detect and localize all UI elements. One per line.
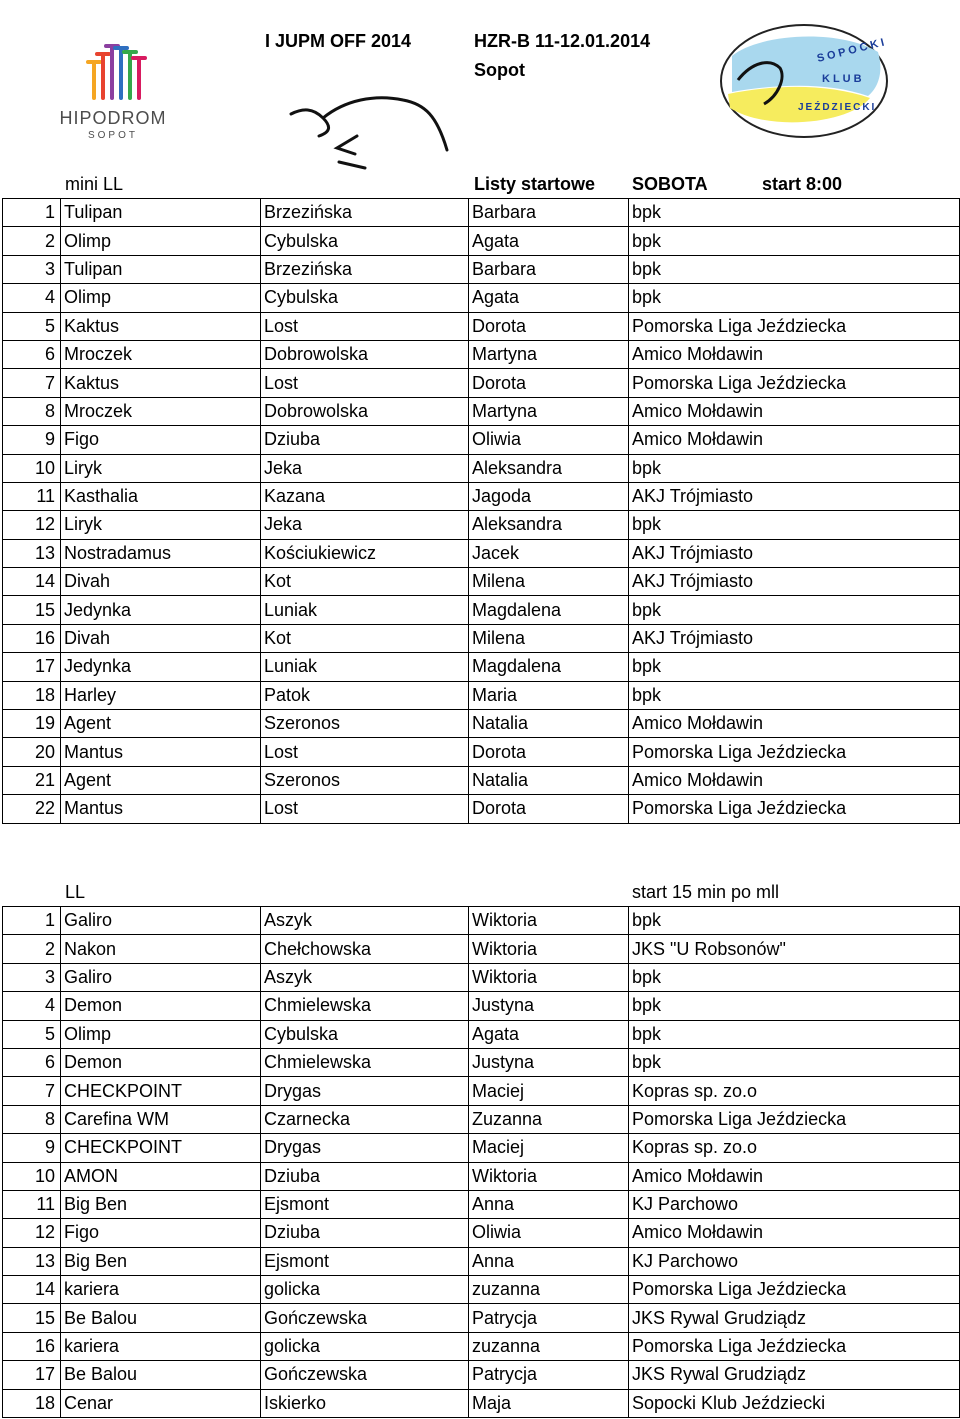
mini-ll-header-row — [0, 170, 960, 198]
start-number-cell: 5 — [3, 1020, 61, 1048]
rider-surname-cell: Patok — [261, 681, 469, 709]
rider-surname-cell: Cybulska — [261, 227, 469, 255]
horse-name-cell: CHECKPOINT — [61, 1134, 261, 1162]
horse-name-cell: Mantus — [61, 795, 261, 823]
start-number-cell: 15 — [3, 596, 61, 624]
start-number-cell: 2 — [3, 227, 61, 255]
horse-name-cell: Divah — [61, 568, 261, 596]
rider-first-name-cell: Jagoda — [469, 482, 629, 510]
rider-surname-cell: Chełchowska — [261, 935, 469, 963]
rider-surname-cell: Drygas — [261, 1077, 469, 1105]
rider-first-name-cell: Wiktoria — [469, 907, 629, 935]
rider-first-name-cell: Milena — [469, 624, 629, 652]
start-number-cell: 14 — [3, 568, 61, 596]
rider-first-name-cell: Maja — [469, 1389, 629, 1417]
club-cell: bpk — [629, 227, 960, 255]
horse-name-cell: Demon — [61, 1048, 261, 1076]
rider-first-name-cell: Maciej — [469, 1077, 629, 1105]
club-cell: bpk — [629, 511, 960, 539]
table-row — [3, 1304, 960, 1332]
start-number-cell: 17 — [3, 1361, 61, 1389]
rider-surname-cell: Kazana — [261, 482, 469, 510]
rider-first-name-cell: Barbara — [469, 199, 629, 227]
table-row — [3, 397, 960, 425]
table-row — [3, 1190, 960, 1218]
rider-surname-cell: Aszyk — [261, 907, 469, 935]
rider-first-name-cell: Wiktoria — [469, 935, 629, 963]
ll-class-label: LL — [65, 882, 86, 902]
horse-name-cell: Jedynka — [61, 596, 261, 624]
horse-name-cell: kariera — [61, 1332, 261, 1360]
rider-first-name-cell: Wiktoria — [469, 1162, 629, 1190]
horse-name-cell: Galiro — [61, 907, 261, 935]
horse-name-cell: Mroczek — [61, 397, 261, 425]
table-row — [3, 681, 960, 709]
rider-first-name-cell: Milena — [469, 568, 629, 596]
club-cell: bpk — [629, 653, 960, 681]
club-cell: Pomorska Liga Jeździecka — [629, 312, 960, 340]
rider-first-name-cell: Natalia — [469, 710, 629, 738]
table-row — [3, 255, 960, 283]
table-row — [3, 766, 960, 794]
horse-name-cell: Tulipan — [61, 255, 261, 283]
table-row — [3, 1048, 960, 1076]
horse-name-cell: Kaktus — [61, 312, 261, 340]
table-row — [3, 1332, 960, 1360]
club-cell: Pomorska Liga Jeździecka — [629, 1105, 960, 1133]
club-cell: bpk — [629, 1048, 960, 1076]
table-row — [3, 426, 960, 454]
horse-name-cell: Galiro — [61, 963, 261, 991]
horse-name-cell: CHECKPOINT — [61, 1077, 261, 1105]
table-row — [3, 935, 960, 963]
rider-first-name-cell: zuzanna — [469, 1276, 629, 1304]
club-cell: AKJ Trójmiasto — [629, 568, 960, 596]
start-number-cell: 9 — [3, 1134, 61, 1162]
start-number-cell: 6 — [3, 340, 61, 368]
horse-name-cell: Harley — [61, 681, 261, 709]
class-and-dates: HZR-B 11-12.01.2014 — [474, 31, 651, 51]
horse-name-cell: Be Balou — [61, 1361, 261, 1389]
rider-first-name-cell: Maria — [469, 681, 629, 709]
rider-first-name-cell: Anna — [469, 1190, 629, 1218]
table-row — [3, 624, 960, 652]
club-cell: Pomorska Liga Jeździecka — [629, 1332, 960, 1360]
table-row — [3, 738, 960, 766]
table-row — [3, 1077, 960, 1105]
horse-name-cell: Mantus — [61, 738, 261, 766]
start-number-cell: 11 — [3, 1190, 61, 1218]
club-cell: Sopocki Klub Jeździecki — [629, 1389, 960, 1417]
rider-surname-cell: golicka — [261, 1332, 469, 1360]
club-cell: Pomorska Liga Jeździecka — [629, 795, 960, 823]
hipodrom-sopot-logo — [8, 4, 208, 174]
rider-first-name-cell: Barbara — [469, 255, 629, 283]
club-cell: Pomorska Liga Jeździecka — [629, 1276, 960, 1304]
table-row — [3, 1162, 960, 1190]
table-row — [3, 907, 960, 935]
table-row — [3, 568, 960, 596]
start-number-cell: 17 — [3, 653, 61, 681]
table-row — [3, 284, 960, 312]
rider-first-name-cell: Wiktoria — [469, 963, 629, 991]
rider-surname-cell: Dobrowolska — [261, 340, 469, 368]
start-number-cell: 7 — [3, 1077, 61, 1105]
rider-surname-cell: Lost — [261, 369, 469, 397]
table-row — [3, 795, 960, 823]
start-number-cell: 20 — [3, 738, 61, 766]
rider-first-name-cell: Zuzanna — [469, 1105, 629, 1133]
club-cell: Amico Mołdawin — [629, 340, 960, 368]
horse-name-cell: Olimp — [61, 227, 261, 255]
rider-surname-cell: Drygas — [261, 1134, 469, 1162]
competition-day: SOBOTA — [632, 174, 708, 194]
horse-name-cell: Mroczek — [61, 340, 261, 368]
club-cell: JKS "U Robsonów" — [629, 935, 960, 963]
start-number-cell: 4 — [3, 284, 61, 312]
start-number-cell: 6 — [3, 1048, 61, 1076]
start-number-cell: 1 — [3, 199, 61, 227]
rider-first-name-cell: Martyna — [469, 340, 629, 368]
hipodrom-poles-icon — [8, 4, 208, 104]
rider-surname-cell: Jeka — [261, 511, 469, 539]
start-number-cell: 5 — [3, 312, 61, 340]
club-cell: Amico Mołdawin — [629, 766, 960, 794]
rider-first-name-cell: Martyna — [469, 397, 629, 425]
rider-surname-cell: Kościukiewicz — [261, 539, 469, 567]
rider-surname-cell: Luniak — [261, 653, 469, 681]
rider-surname-cell: Chmielewska — [261, 992, 469, 1020]
club-cell: bpk — [629, 284, 960, 312]
rider-first-name-cell: Aleksandra — [469, 454, 629, 482]
rider-surname-cell: Iskierko — [261, 1389, 469, 1417]
rider-first-name-cell: Jacek — [469, 539, 629, 567]
club-logo-line1: SOPOCKI — [815, 35, 889, 65]
club-cell: KJ Parchowo — [629, 1190, 960, 1218]
start-number-cell: 12 — [3, 1219, 61, 1247]
rider-first-name-cell: Dorota — [469, 369, 629, 397]
horse-name-cell: Kasthalia — [61, 482, 261, 510]
rider-surname-cell: Lost — [261, 795, 469, 823]
horse-name-cell: Cenar — [61, 1389, 261, 1417]
club-cell: bpk — [629, 255, 960, 283]
rider-first-name-cell: Justyna — [469, 1048, 629, 1076]
horse-sketch-icon — [285, 92, 455, 174]
start-number-cell: 10 — [3, 454, 61, 482]
rider-first-name-cell: Oliwia — [469, 426, 629, 454]
rider-surname-cell: Aszyk — [261, 963, 469, 991]
rider-first-name-cell: Agata — [469, 227, 629, 255]
club-logo-line3: JEŹDZIECKI — [798, 102, 877, 113]
club-cell: Amico Mołdawin — [629, 710, 960, 738]
rider-surname-cell: Ejsmont — [261, 1190, 469, 1218]
rider-surname-cell: Brzezińska — [261, 199, 469, 227]
horse-name-cell: Figo — [61, 1219, 261, 1247]
table-row — [3, 710, 960, 738]
rider-first-name-cell: Agata — [469, 1020, 629, 1048]
start-number-cell: 10 — [3, 1162, 61, 1190]
club-cell: bpk — [629, 199, 960, 227]
table-row — [3, 1134, 960, 1162]
horse-name-cell: Olimp — [61, 1020, 261, 1048]
table-row — [3, 1361, 960, 1389]
club-cell: Kopras sp. zo.o — [629, 1134, 960, 1162]
rider-first-name-cell: Dorota — [469, 312, 629, 340]
rider-first-name-cell: Agata — [469, 284, 629, 312]
rider-first-name-cell: Dorota — [469, 795, 629, 823]
ll-header-row — [0, 878, 960, 906]
rider-surname-cell: Kot — [261, 568, 469, 596]
rider-surname-cell: Szeronos — [261, 710, 469, 738]
rider-surname-cell: Ejsmont — [261, 1247, 469, 1275]
table-row — [3, 340, 960, 368]
start-number-cell: 2 — [3, 935, 61, 963]
horse-name-cell: Big Ben — [61, 1247, 261, 1275]
club-cell: Pomorska Liga Jeździecka — [629, 369, 960, 397]
club-cell: bpk — [629, 454, 960, 482]
club-cell: JKS Rywal Grudziądz — [629, 1304, 960, 1332]
rider-surname-cell: Dziuba — [261, 1162, 469, 1190]
start-number-cell: 13 — [3, 1247, 61, 1275]
horse-name-cell: Liryk — [61, 511, 261, 539]
club-cell: Amico Mołdawin — [629, 1219, 960, 1247]
horse-name-cell: Be Balou — [61, 1304, 261, 1332]
start-number-cell: 22 — [3, 795, 61, 823]
horse-name-cell: Big Ben — [61, 1190, 261, 1218]
rider-first-name-cell: Natalia — [469, 766, 629, 794]
club-cell: Amico Mołdawin — [629, 397, 960, 425]
rider-surname-cell: Gończewska — [261, 1361, 469, 1389]
rider-first-name-cell: Anna — [469, 1247, 629, 1275]
table-row — [3, 482, 960, 510]
rider-surname-cell: Cybulska — [261, 1020, 469, 1048]
rider-first-name-cell: Justyna — [469, 992, 629, 1020]
rider-first-name-cell: Dorota — [469, 738, 629, 766]
horse-name-cell: Figo — [61, 426, 261, 454]
sopocki-klub-jezdziecki-logo — [718, 22, 890, 140]
horse-name-cell: Tulipan — [61, 199, 261, 227]
rider-surname-cell: Luniak — [261, 596, 469, 624]
start-number-cell: 8 — [3, 1105, 61, 1133]
club-cell: Amico Mołdawin — [629, 1162, 960, 1190]
rider-surname-cell: Dziuba — [261, 1219, 469, 1247]
start-number-cell: 8 — [3, 397, 61, 425]
horse-name-cell: Jedynka — [61, 653, 261, 681]
table-row — [3, 539, 960, 567]
start-number-cell: 21 — [3, 766, 61, 794]
start-number-cell: 13 — [3, 539, 61, 567]
club-cell: KJ Parchowo — [629, 1247, 960, 1275]
rider-surname-cell: Gończewska — [261, 1304, 469, 1332]
start-number-cell: 4 — [3, 992, 61, 1020]
rider-surname-cell: Dobrowolska — [261, 397, 469, 425]
club-cell: Amico Mołdawin — [629, 426, 960, 454]
table-row — [3, 511, 960, 539]
start-number-cell: 1 — [3, 907, 61, 935]
mini-ll-start-time: start 8:00 — [762, 174, 843, 194]
rider-surname-cell: Cybulska — [261, 284, 469, 312]
club-cell: bpk — [629, 681, 960, 709]
rider-surname-cell: Czarnecka — [261, 1105, 469, 1133]
rider-surname-cell: Chmielewska — [261, 1048, 469, 1076]
club-cell: JKS Rywal Grudziądz — [629, 1361, 960, 1389]
start-number-cell: 12 — [3, 511, 61, 539]
event-title: I JUPM OFF 2014 — [265, 31, 412, 51]
start-number-cell: 7 — [3, 369, 61, 397]
start-number-cell: 19 — [3, 710, 61, 738]
table-row — [3, 1219, 960, 1247]
club-cell: AKJ Trójmiasto — [629, 482, 960, 510]
club-cell: AKJ Trójmiasto — [629, 539, 960, 567]
club-cell: bpk — [629, 596, 960, 624]
rider-first-name-cell: zuzanna — [469, 1332, 629, 1360]
horse-name-cell: Divah — [61, 624, 261, 652]
table-row — [3, 653, 960, 681]
rider-first-name-cell: Oliwia — [469, 1219, 629, 1247]
rider-surname-cell: Brzezińska — [261, 255, 469, 283]
rider-surname-cell: Dziuba — [261, 426, 469, 454]
horse-name-cell: Agent — [61, 710, 261, 738]
club-cell: bpk — [629, 1020, 960, 1048]
club-cell: bpk — [629, 907, 960, 935]
horse-name-cell: Olimp — [61, 284, 261, 312]
mini-ll-class-label: mini LL — [65, 174, 124, 194]
club-cell: Kopras sp. zo.o — [629, 1077, 960, 1105]
document-header — [0, 0, 960, 175]
club-cell: AKJ Trójmiasto — [629, 624, 960, 652]
event-city: Sopot — [474, 60, 525, 80]
table-row — [3, 1105, 960, 1133]
start-number-cell: 18 — [3, 1389, 61, 1417]
club-cell: bpk — [629, 992, 960, 1020]
start-number-cell: 3 — [3, 255, 61, 283]
horse-name-cell: Demon — [61, 992, 261, 1020]
horse-name-cell: Nostradamus — [61, 539, 261, 567]
rider-first-name-cell: Aleksandra — [469, 511, 629, 539]
table-row — [3, 1020, 960, 1048]
table-row — [3, 963, 960, 991]
table-row — [3, 1247, 960, 1275]
start-number-cell: 9 — [3, 426, 61, 454]
start-number-cell: 18 — [3, 681, 61, 709]
table-row — [3, 227, 960, 255]
rider-first-name-cell: Patrycja — [469, 1304, 629, 1332]
start-number-cell: 16 — [3, 624, 61, 652]
rider-first-name-cell: Magdalena — [469, 596, 629, 624]
club-cell: Pomorska Liga Jeździecka — [629, 738, 960, 766]
club-logo-line2: KLUB — [822, 73, 865, 85]
rider-surname-cell: Kot — [261, 624, 469, 652]
table-row — [3, 199, 960, 227]
table-row — [3, 369, 960, 397]
horse-name-cell: Nakon — [61, 935, 261, 963]
table-row — [3, 992, 960, 1020]
hipodrom-logo-subtitle: SOPOT — [87, 130, 138, 141]
horse-name-cell: AMON — [61, 1162, 261, 1190]
rider-surname-cell: Lost — [261, 312, 469, 340]
table-row — [3, 1276, 960, 1304]
horse-name-cell: Liryk — [61, 454, 261, 482]
rider-surname-cell: golicka — [261, 1276, 469, 1304]
rider-first-name-cell: Patrycja — [469, 1361, 629, 1389]
rider-surname-cell: Jeka — [261, 454, 469, 482]
table-row — [3, 454, 960, 482]
rider-surname-cell: Szeronos — [261, 766, 469, 794]
mini-ll-start-list — [2, 198, 960, 824]
start-number-cell: 11 — [3, 482, 61, 510]
hipodrom-logo-name: HIPODROM — [59, 108, 167, 128]
horse-name-cell: kariera — [61, 1276, 261, 1304]
start-number-cell: 16 — [3, 1332, 61, 1360]
table-row — [3, 596, 960, 624]
horse-name-cell: Agent — [61, 766, 261, 794]
table-row — [3, 312, 960, 340]
rider-first-name-cell: Magdalena — [469, 653, 629, 681]
start-number-cell: 3 — [3, 963, 61, 991]
start-number-cell: 14 — [3, 1276, 61, 1304]
ll-start-list — [2, 906, 960, 1418]
list-title: Listy startowe — [474, 174, 596, 194]
table-row — [3, 1389, 960, 1417]
rider-first-name-cell: Maciej — [469, 1134, 629, 1162]
rider-surname-cell: Lost — [261, 738, 469, 766]
horse-name-cell: Carefina WM — [61, 1105, 261, 1133]
start-number-cell: 15 — [3, 1304, 61, 1332]
ll-start-time: start 15 min po mll — [632, 882, 780, 902]
horse-name-cell: Kaktus — [61, 369, 261, 397]
club-cell: bpk — [629, 963, 960, 991]
